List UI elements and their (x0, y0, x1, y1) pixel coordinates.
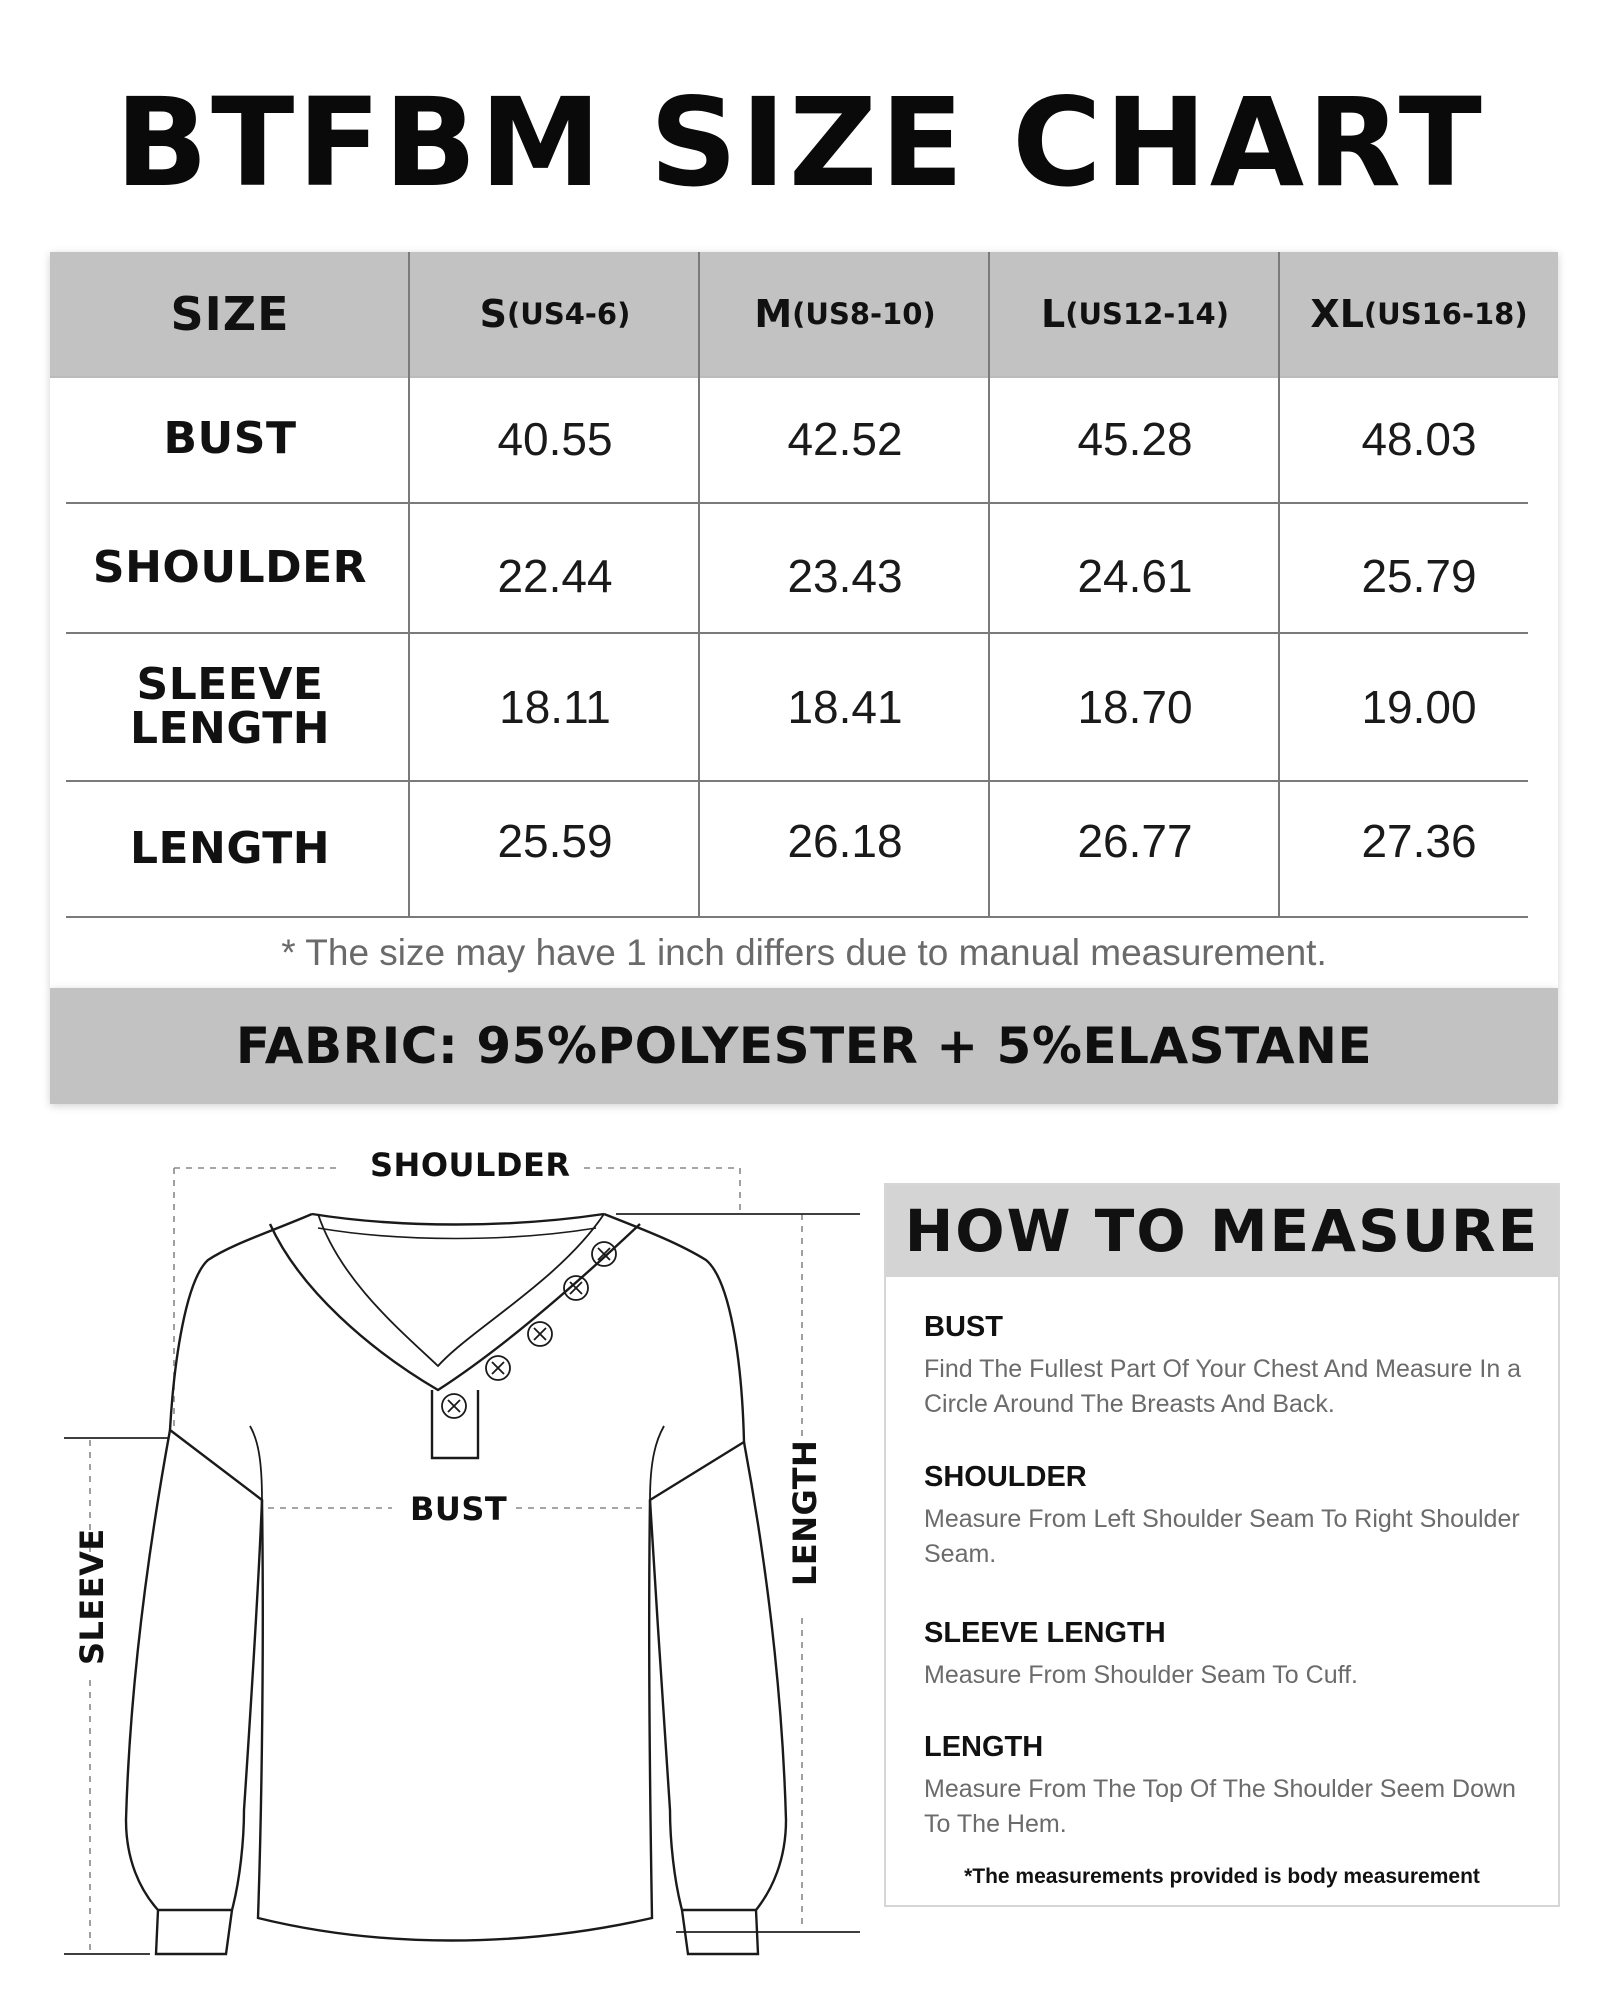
table-cell: 48.03 (1361, 413, 1477, 465)
table-cell: 27.36 (1361, 815, 1477, 867)
row-label-bust: BUST (163, 413, 297, 464)
diagram-label-shoulder: SHOULDER (370, 1146, 571, 1184)
measure-item-sleeve-length (924, 1617, 1534, 1693)
body-measurement-footnote: *The measurements provided is body measurement (964, 1865, 1480, 1888)
table-cell: 25.59 (497, 815, 613, 867)
table-header (50, 252, 1558, 378)
diagram-label-bust: BUST (410, 1490, 508, 1528)
measure-item-text: Measure From Left Shoulder Seam To Right Shoulder Seam. (924, 1505, 1520, 1568)
measure-item-text: Find The Fullest Part Of Your Chest And Measure In a Circle Around The Breasts And Back. (924, 1355, 1522, 1418)
measure-item-text: Measure From The Top Of The Shoulder Seem Down To The Hem. (924, 1775, 1516, 1838)
measure-item-title: LENGTH (924, 1731, 1044, 1763)
header-size: SIZE (170, 287, 290, 341)
garment-diagram (0, 1120, 880, 1980)
shirt-illustration (0, 1120, 880, 1980)
table-cell: 18.11 (499, 681, 611, 733)
fabric-banner: FABRIC: 95%POLYESTER + 5%ELASTANE (50, 988, 1558, 1104)
how-to-measure-title: HOW TO MEASURE (886, 1185, 1558, 1277)
table-cell: 26.77 (1077, 815, 1193, 867)
table-cell: 26.18 (787, 815, 903, 867)
measure-item-title: BUST (924, 1311, 1003, 1343)
row-divider (66, 916, 1528, 918)
measure-item-length (924, 1731, 1534, 1842)
measurement-note: * The size may have 1 inch differs due to manual measurement. (281, 932, 1327, 973)
table-cell: 18.41 (787, 681, 903, 733)
how-to-measure-panel (884, 1183, 1560, 1907)
header-size-s: S (US4-6) (479, 292, 631, 336)
measure-item-title: SHOULDER (924, 1461, 1087, 1493)
row-label-length: LENGTH (129, 823, 331, 874)
header-size-l: L (US12-14) (1041, 292, 1229, 336)
table-cell: 40.55 (497, 413, 613, 465)
diagram-label-length: LENGTH (786, 1439, 824, 1586)
measure-item-shoulder (924, 1461, 1534, 1572)
row-label-shoulder: SHOULDER (92, 542, 368, 593)
page-title: BTFBM SIZE CHART (115, 72, 1485, 214)
table-cell: 24.61 (1077, 550, 1193, 602)
table-cell: 19.00 (1361, 681, 1477, 733)
size-table (50, 252, 1558, 988)
measure-item-bust (924, 1311, 1534, 1422)
measure-item-text: Measure From Shoulder Seam To Cuff. (924, 1661, 1358, 1689)
table-cell: 45.28 (1077, 413, 1193, 465)
row-label-sleeve-length: SLEEVE LENGTH (129, 659, 331, 754)
table-cell: 22.44 (497, 550, 613, 602)
measure-item-title: SLEEVE LENGTH (924, 1617, 1166, 1649)
header-size-m: M (US8-10) (754, 292, 936, 336)
table-cell: 25.79 (1361, 550, 1477, 602)
table-cell: 18.70 (1077, 681, 1193, 733)
header-size-xl: XL (US16-18) (1310, 292, 1528, 336)
table-cell: 42.52 (787, 413, 903, 465)
table-cell: 23.43 (787, 550, 903, 602)
diagram-label-sleeve: SLEEVE (73, 1528, 111, 1665)
